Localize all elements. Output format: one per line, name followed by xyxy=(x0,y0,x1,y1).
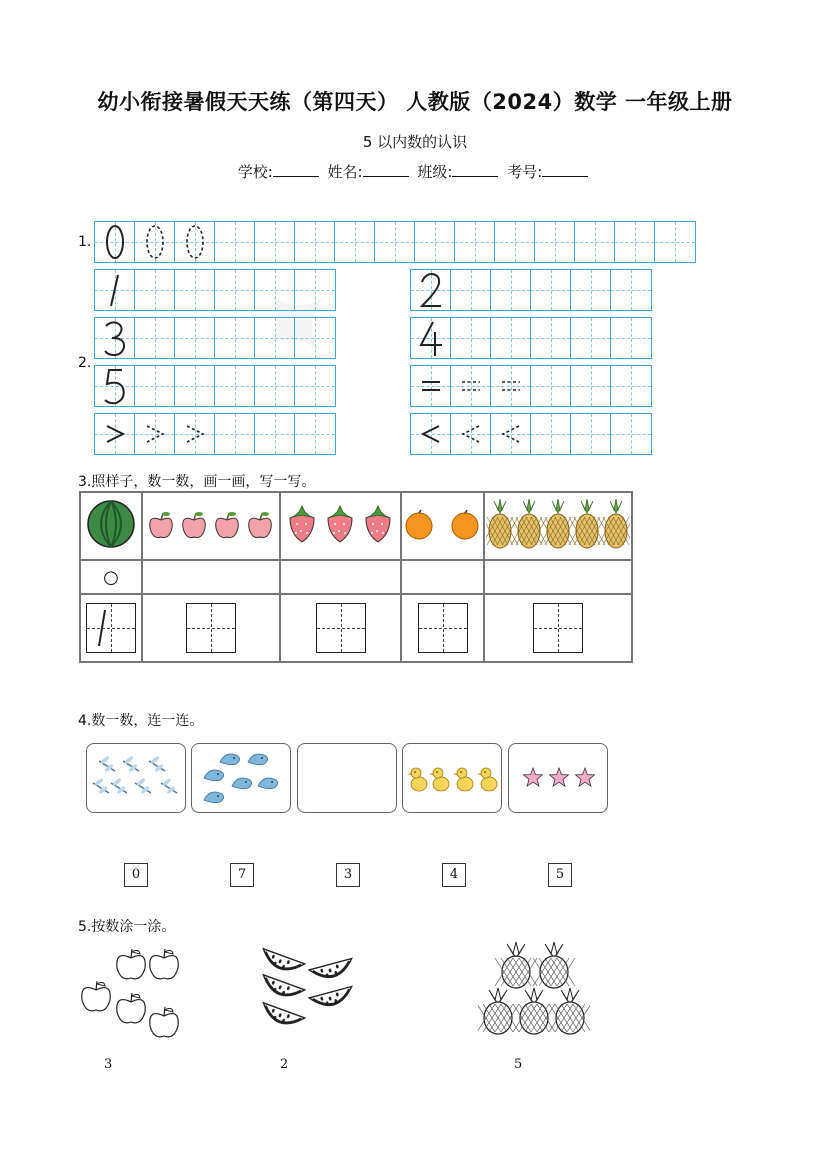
duckling-icon xyxy=(429,768,449,791)
tianzi-cell[interactable] xyxy=(175,414,215,454)
dolphin-card[interactable] xyxy=(191,743,291,813)
lt-glyph-icon xyxy=(411,414,451,454)
tianzi-cell[interactable] xyxy=(571,270,611,310)
pineapple-icon xyxy=(511,499,547,548)
empty-card[interactable] xyxy=(297,743,397,813)
tianzi-cell[interactable] xyxy=(255,222,295,262)
class-label: 班级: xyxy=(417,163,453,181)
tianzi-cell[interactable] xyxy=(255,318,295,358)
star-icon xyxy=(550,768,569,786)
tianzi-cell[interactable] xyxy=(611,318,651,358)
orange-icons xyxy=(403,507,483,541)
dolphin-icon xyxy=(204,770,224,781)
number-box[interactable]: 7 xyxy=(230,863,254,887)
sample-write-cell xyxy=(80,594,142,662)
tianzi-cell[interactable] xyxy=(611,270,651,310)
count-label: 2 xyxy=(280,1057,289,1072)
tianzi-cell[interactable] xyxy=(135,414,175,454)
apple-outline-icon[interactable] xyxy=(150,1007,178,1037)
page-title: 幼小衔接暑假天天练（第四天） 人教版（2024）数学 一年级上册 xyxy=(97,90,733,114)
pineapple-icon xyxy=(569,499,605,548)
watermelon-slice-icon[interactable] xyxy=(309,959,355,983)
tianzi-cell[interactable] xyxy=(575,222,615,262)
strawberry-icon xyxy=(290,506,314,542)
duckling-icon xyxy=(453,768,473,791)
star-card[interactable] xyxy=(508,743,608,813)
dolphin-icon xyxy=(220,754,240,765)
tianzi-cell[interactable] xyxy=(611,366,651,406)
tianzi-cell[interactable] xyxy=(415,222,455,262)
apples-cell xyxy=(142,492,280,560)
watermelon-cell xyxy=(80,492,142,560)
tianzi-cell[interactable] xyxy=(295,414,335,454)
dolphin-icon xyxy=(248,754,268,765)
class-blank[interactable] xyxy=(452,162,498,177)
watermelon-slice-icon[interactable] xyxy=(259,949,305,976)
tianzi-cell[interactable] xyxy=(491,414,531,454)
name-label: 姓名: xyxy=(327,163,363,181)
tianzi-cell[interactable] xyxy=(175,318,215,358)
tianzi-cell[interactable] xyxy=(531,270,571,310)
eq-glyph-icon xyxy=(411,366,451,406)
orange-icon xyxy=(452,510,478,539)
tianzi-cell[interactable] xyxy=(611,414,651,454)
tianzi-cell[interactable] xyxy=(215,366,255,406)
apple-outline-icons[interactable] xyxy=(76,938,196,1042)
tracing-row-0[interactable] xyxy=(94,221,696,263)
apple-outline-icon[interactable] xyxy=(150,949,178,979)
tianzi-cell[interactable] xyxy=(411,366,451,406)
dragonfly-card[interactable] xyxy=(86,743,186,813)
duckling-card[interactable] xyxy=(402,743,502,813)
q5-label: 5.按数涂一涂。 xyxy=(78,919,176,935)
pineapple-outline-icon[interactable] xyxy=(533,942,575,988)
tracing-row-3[interactable] xyxy=(94,317,336,359)
write-strawberries-cell[interactable] xyxy=(280,594,401,662)
tianzi-cell[interactable] xyxy=(451,270,491,310)
tianzi-cell[interactable] xyxy=(175,366,215,406)
tianzi-cell[interactable] xyxy=(135,270,175,310)
dragonfly-icon xyxy=(93,777,109,794)
page-subtitle: 5 以内数的认识 xyxy=(362,133,468,151)
tracing-row-equals[interactable] xyxy=(410,365,652,407)
apple-icon xyxy=(183,512,206,538)
watermelon-slice-icon[interactable] xyxy=(309,987,355,1011)
tianzi-cell[interactable] xyxy=(571,366,611,406)
pineapple-outline-icon[interactable] xyxy=(478,988,519,1034)
dragonfly-icon xyxy=(135,777,151,794)
write-pineapples-cell[interactable] xyxy=(484,594,632,662)
tracing-row-5[interactable] xyxy=(94,365,336,407)
tianzi-cell[interactable] xyxy=(215,222,255,262)
q4-label: 4.数一数，连一连。 xyxy=(78,713,204,729)
tracing-row-less[interactable] xyxy=(410,413,652,455)
three-glyph-icon xyxy=(95,318,135,358)
draw-oranges-cell[interactable] xyxy=(401,560,484,594)
write-oranges-cell[interactable] xyxy=(401,594,484,662)
tianzi-cell[interactable] xyxy=(95,222,135,262)
tianzi-cell[interactable] xyxy=(135,222,175,262)
star-icons xyxy=(509,744,607,812)
tianzi-cell[interactable] xyxy=(451,318,491,358)
exam-no-label: 考号: xyxy=(507,163,543,181)
tracing-row-4[interactable] xyxy=(410,317,652,359)
tianzi-cell[interactable] xyxy=(495,222,535,262)
tianzi-cell[interactable] xyxy=(215,414,255,454)
one-glyph-icon xyxy=(87,604,135,652)
dragonfly-icon xyxy=(161,777,177,794)
dolphin-icon xyxy=(204,792,224,803)
draw-strawberries-cell[interactable] xyxy=(280,560,401,594)
gt-glyph-icon xyxy=(175,414,215,454)
dragonfly-icons xyxy=(87,744,185,812)
duckling-icon xyxy=(407,768,427,791)
apple-outline-icon[interactable] xyxy=(117,949,145,979)
tianzi-cell[interactable] xyxy=(135,318,175,358)
tianzi-cell[interactable] xyxy=(335,222,375,262)
number-box[interactable]: 4 xyxy=(442,863,466,887)
tianzi-cell[interactable] xyxy=(95,414,135,454)
tianzi-cell[interactable] xyxy=(451,366,491,406)
zero-glyph-icon xyxy=(175,222,215,262)
tianzi-cell[interactable] xyxy=(491,318,531,358)
lt-glyph-icon xyxy=(491,414,531,454)
dolphin-icons xyxy=(192,744,290,812)
tianzi-cell[interactable] xyxy=(455,222,495,262)
q2-label: 2. xyxy=(78,355,92,371)
number-box[interactable]: 0 xyxy=(124,863,148,887)
star-icon xyxy=(524,768,543,786)
dolphin-icon xyxy=(258,778,278,789)
writing-box[interactable] xyxy=(533,603,583,653)
pineapple-outline-icon[interactable] xyxy=(549,988,590,1034)
watermelon-icon xyxy=(85,498,137,550)
gt-glyph-icon xyxy=(95,414,135,454)
sample-writing-box xyxy=(86,603,136,653)
apple-icon xyxy=(249,512,272,538)
tianzi-cell[interactable] xyxy=(655,222,695,262)
tianzi-cell[interactable] xyxy=(375,222,415,262)
tianzi-cell[interactable] xyxy=(411,414,451,454)
tianzi-cell[interactable] xyxy=(451,414,491,454)
tianzi-cell[interactable] xyxy=(411,318,451,358)
count-label: 5 xyxy=(514,1057,523,1072)
school-blank[interactable] xyxy=(273,162,319,177)
tianzi-cell[interactable] xyxy=(175,270,215,310)
write-apples-cell[interactable] xyxy=(142,594,280,662)
writing-box[interactable] xyxy=(418,603,468,653)
tracing-row-1[interactable] xyxy=(94,269,336,311)
watermelon-slice-icons[interactable] xyxy=(250,938,360,1038)
exam-no-blank[interactable] xyxy=(542,162,588,177)
pineapple-outline-icon[interactable] xyxy=(495,942,537,988)
tianzi-cell[interactable] xyxy=(135,366,175,406)
orange-icon xyxy=(406,510,432,539)
strawberry-icon xyxy=(328,506,352,542)
apple-outline-icon[interactable] xyxy=(82,981,110,1011)
tianzi-cell[interactable] xyxy=(615,222,655,262)
zero-glyph-icon xyxy=(135,222,175,262)
q1-label: 1. xyxy=(78,234,92,250)
dragonfly-icon xyxy=(123,755,139,772)
apple-icons xyxy=(144,504,278,544)
eq-glyph-icon xyxy=(451,366,491,406)
dragonfly-icon xyxy=(111,777,127,794)
tianzi-cell[interactable] xyxy=(531,318,571,358)
strawberry-icon xyxy=(366,506,390,542)
tianzi-cell[interactable] xyxy=(255,366,295,406)
count-label: 3 xyxy=(104,1057,113,1072)
q3-label: 3.照样子，数一数，画一画，写一写。 xyxy=(78,474,316,490)
star-icon xyxy=(576,768,595,786)
tianzi-cell[interactable] xyxy=(95,366,135,406)
tianzi-cell[interactable] xyxy=(215,318,255,358)
strawberry-icons xyxy=(282,502,399,546)
dolphin-icon xyxy=(232,778,252,789)
duckling-icon xyxy=(477,768,497,791)
tianzi-cell[interactable] xyxy=(411,270,451,310)
student-info-line xyxy=(0,161,830,182)
tianzi-cell[interactable] xyxy=(295,366,335,406)
pineapples-cell xyxy=(484,492,632,560)
apple-outline-icon[interactable] xyxy=(117,993,145,1023)
sample-circle: ○ xyxy=(80,560,142,594)
zero-glyph-icon xyxy=(95,222,135,262)
tianzi-cell[interactable] xyxy=(95,270,135,310)
tianzi-cell[interactable] xyxy=(491,366,531,406)
writing-box[interactable] xyxy=(186,603,236,653)
pineapple-outline-icons[interactable] xyxy=(478,940,590,1040)
tianzi-cell[interactable] xyxy=(175,222,215,262)
draw-pineapples-cell[interactable] xyxy=(484,560,632,594)
five-glyph-icon xyxy=(95,366,135,406)
tracing-row-2[interactable] xyxy=(410,269,652,311)
tianzi-cell[interactable] xyxy=(571,318,611,358)
tianzi-cell[interactable] xyxy=(255,414,295,454)
tianzi-cell[interactable] xyxy=(535,222,575,262)
pineapple-icon xyxy=(540,499,576,548)
tianzi-cell[interactable] xyxy=(571,414,611,454)
tianzi-cell[interactable] xyxy=(531,366,571,406)
pineapple-outline-icon[interactable] xyxy=(513,988,555,1034)
number-box[interactable]: 3 xyxy=(336,863,360,887)
tianzi-cell[interactable] xyxy=(295,222,335,262)
tianzi-cell[interactable] xyxy=(295,270,335,310)
dragonfly-icon xyxy=(149,755,165,772)
lt-glyph-icon xyxy=(451,414,491,454)
tianzi-cell[interactable] xyxy=(215,270,255,310)
draw-apples-cell[interactable] xyxy=(142,560,280,594)
two-glyph-icon xyxy=(411,270,451,310)
watermelon-slice-icon[interactable] xyxy=(259,1003,305,1030)
tianzi-cell[interactable] xyxy=(491,270,531,310)
apple-icon xyxy=(150,512,173,538)
writing-box[interactable] xyxy=(316,603,366,653)
tianzi-cell[interactable] xyxy=(255,270,295,310)
school-label: 学校: xyxy=(237,163,273,181)
four-glyph-icon xyxy=(411,318,451,358)
name-blank[interactable] xyxy=(363,162,409,177)
oranges-cell xyxy=(401,492,484,560)
strawberries-cell xyxy=(280,492,401,560)
number-box[interactable]: 5 xyxy=(548,863,572,887)
tianzi-cell[interactable] xyxy=(95,318,135,358)
q3-table xyxy=(79,491,633,663)
eq-glyph-icon xyxy=(491,366,531,406)
dragonfly-icon xyxy=(99,755,115,772)
tianzi-cell[interactable] xyxy=(295,318,335,358)
gt-glyph-icon xyxy=(135,414,175,454)
tracing-row-greater[interactable] xyxy=(94,413,336,455)
apple-icon xyxy=(216,512,239,538)
one-glyph-icon xyxy=(95,270,135,310)
duckling-icons xyxy=(403,744,501,812)
watermelon-slice-icon[interactable] xyxy=(259,975,305,1002)
pineapple-icons xyxy=(486,499,630,549)
tianzi-cell[interactable] xyxy=(531,414,571,454)
